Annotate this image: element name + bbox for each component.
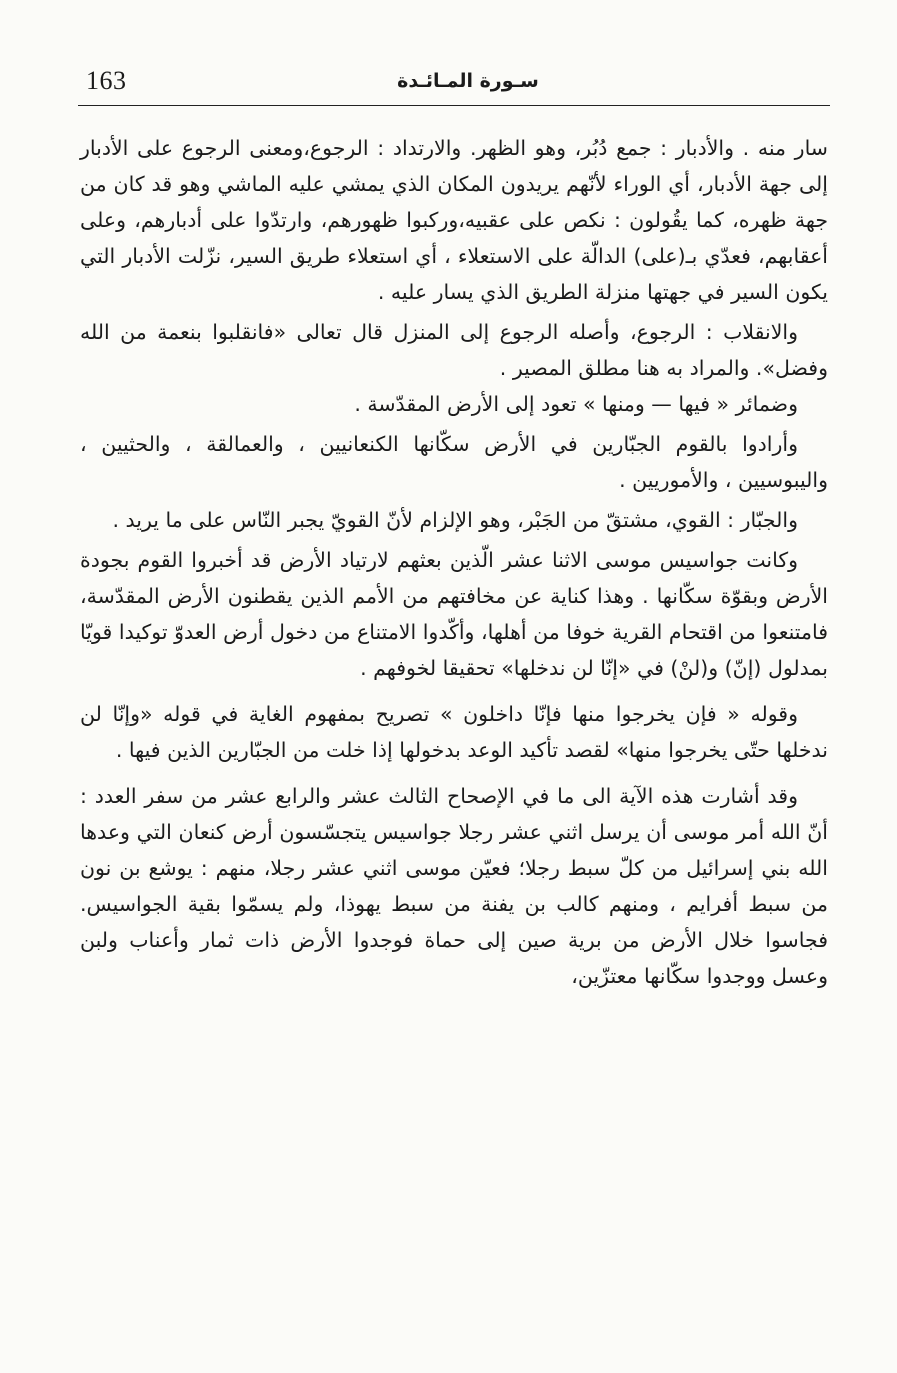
paragraph: وكانت جواسيس موسى الاثنا عشر الّذين بعثهم لارتياد الأرض قد أخبروا القوم بجودة الأرض وبقوّة سكّانها . وهذا كناية عن مخافتهم من الأمم الذين يقطنون الأرض المقدّسة، فامتنعوا من اقتحام القرية خوفا من أهلها، وأكّدوا الامتناع من دخول أرض العدوّ توكيدا قويّا بمدلول (إنّ) و(لنْ) في «إنّا لن ندخلها» تحقيقا لخوفهم . — [80, 548, 828, 680]
page-header — [78, 62, 830, 106]
paragraph: وأرادوا بالقوم الجبّارين في الأرض سكّانها الكنعانيين ، والعمالقة ، والحثيين ، واليبوسيين ، والأموريين . — [80, 432, 828, 492]
page-number: 163 — [86, 66, 127, 95]
paragraph: والانقلاب : الرجوع، وأصله الرجوع إلى المنزل قال تعالى «فانقلبوا بنعمة من الله وفضل». والمراد به هنا مطلق المصير . — [80, 320, 828, 380]
paragraph: وقوله « فإن يخرجوا منها فإنّا داخلون » تصريح بمفهوم الغاية في قوله «وإنّا لن ندخلها حتّى يخرجوا منها» لقصد تأكيد الوعد بدخولها إذا خلت من الجبّارين الذين فيها . — [80, 702, 828, 762]
body-text — [80, 130, 828, 994]
paragraph: سار منه . والأدبار : جمع دُبُر، وهو الظهر. والارتداد : الرجوع،ومعنى الرجوع على الأدبار إلى جهة الأدبار، أي الوراء لأنّهم يريدون المكان الذي يمشي عليه الماشي وهو قد كان من جهة ظهره، كما يقُولون : نكص على عقبيه،وركبوا ظهورهم، وارتدّوا على أدبارهم، وعلى أعقابهم، فعدّي بـ(على) الدالّة على الاستعلاء ، أي استعلاء طريق السير، نزّلت الأدبار التي يكون السير في جهتها منزلة الطريق الذي يسار عليه . — [80, 136, 828, 304]
running-title: سـورة المـائـدة — [397, 70, 539, 92]
paragraph: وقد أشارت هذه الآية الى ما في الإصحاح الثالث عشر والرابع عشر من سفر العدد : أنّ الله أمر موسى أن يرسل اثني عشر رجلا جواسيس يتجسّسون أرض كنعان التي وعدها الله بني إسرائيل من كلّ سبط رجلا؛ فعيّن موسى اثني عشر رجلا، منهم : يوشع بن نون من سبط أفرايم ، ومنهم كالب بن يفنة من سبط يهوذا، ولم يسمّوا بقية الجواسيس. فجاسوا خلال الأرض من برية صين إلى حماة فوجدوا الأرض ذات ثمار وأعناب ولبن وعسل ووجدوا سكّانها معتزّين، — [80, 784, 828, 988]
header-divider — [78, 105, 830, 106]
paragraph: وضمائر « فيها — ومنها » تعود إلى الأرض المقدّسة . — [354, 392, 798, 416]
paragraph: والجبّار : القوي، مشتقّ من الجَبْر، وهو الإلزام لأنّ القويّ يجبر النّاس على ما يريد . — [112, 508, 798, 532]
